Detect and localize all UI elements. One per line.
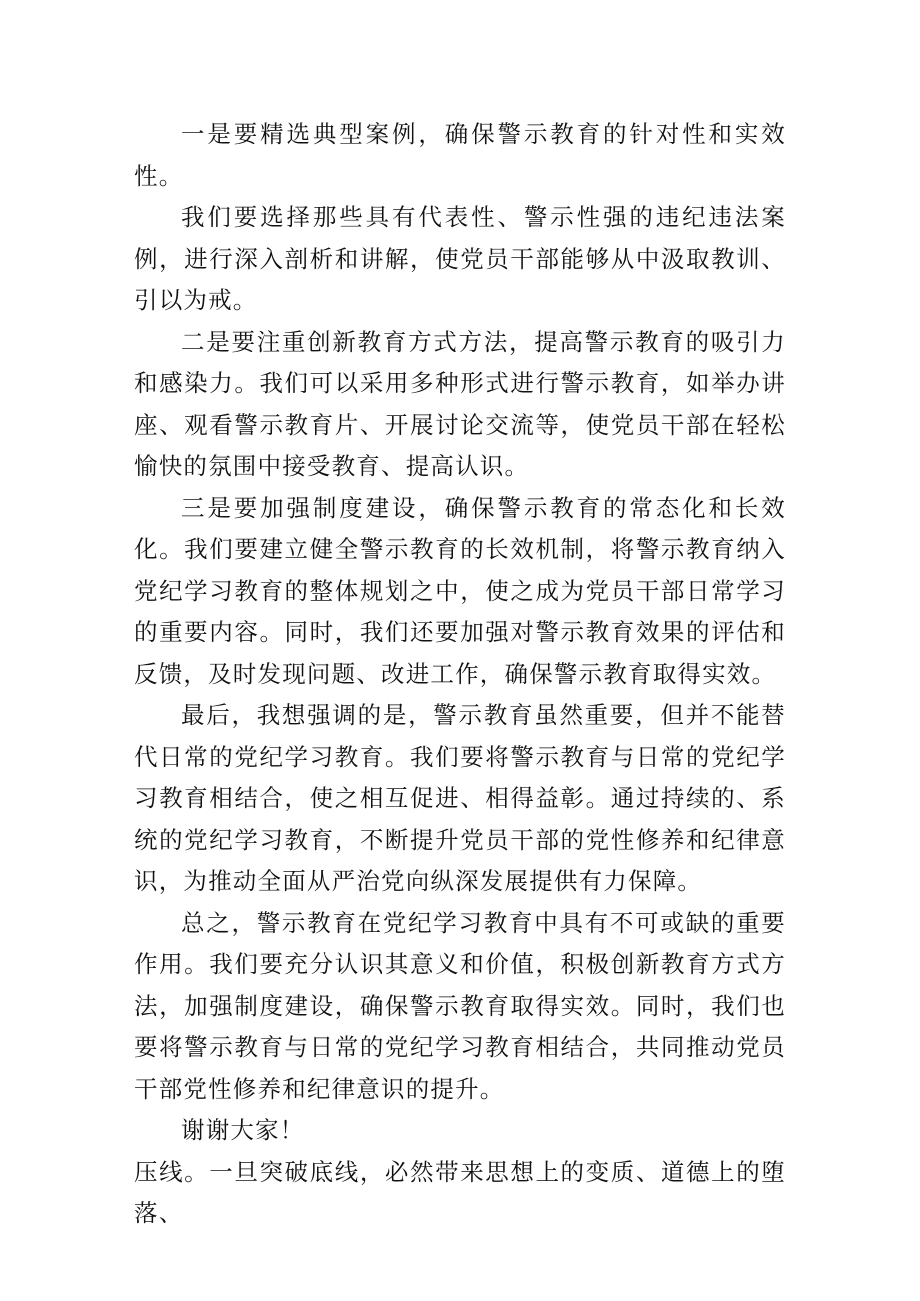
paragraph-case-selection: 我们要选择那些具有代表性、警示性强的违纪违法案例，进行深入剖析和讲解，使党员干部能够从中汲取教训、引以为戒。 bbox=[134, 203, 786, 314]
paragraph-finally: 最后，我想强调的是，警示教育虽然重要，但并不能替代日常的党纪学习教育。我们要将警示教育与日常的党纪学习教育相结合，使之相互促进、相得益彰。通过持续的、系统的党纪学习教育，不断提升党员干部的党性修养和纪律意识，为推动全面从严治党向纵深发展提供有力保障。 bbox=[134, 701, 786, 895]
paragraph-point-one: 一是要精选典型案例，确保警示教育的针对性和实效性。 bbox=[134, 120, 786, 190]
paragraph-point-two: 二是要注重创新教育方式方法，提高警示教育的吸引力和感染力。我们可以采用多种形式进行警示教育，如举办讲座、观看警示教育片、开展讨论交流等，使党员干部在轻松愉快的氛围中接受教育、提高认识。 bbox=[134, 327, 786, 480]
paragraph-point-three: 三是要加强制度建设，确保警示教育的常态化和长效化。我们要建立健全警示教育的长效机制，将警示教育纳入党纪学习教育的整体规划之中，使之成为党员干部日常学习的重要内容。同时，我们还要加强对警示教育效果的评估和反馈，及时发现问题、改进工作，确保警示教育取得实效。 bbox=[134, 493, 786, 688]
paragraph-conclusion: 总之，警示教育在党纪学习教育中具有不可或缺的重要作用。我们要充分认识其意义和价值，积极创新教育方式方法，加强制度建设，确保警示教育取得实效。同时，我们也要将警示教育与日常的党纪学习教育相结合，共同推动党员干部党性修养和纪律意识的提升。 bbox=[134, 908, 786, 1103]
document-body bbox=[134, 114, 786, 1235]
paragraph-fragment: 压线。一旦突破底线，必然带来思想上的变质、道德上的堕落、 bbox=[134, 1157, 786, 1227]
paragraph-thanks: 谢谢大家！ bbox=[181, 1116, 305, 1144]
